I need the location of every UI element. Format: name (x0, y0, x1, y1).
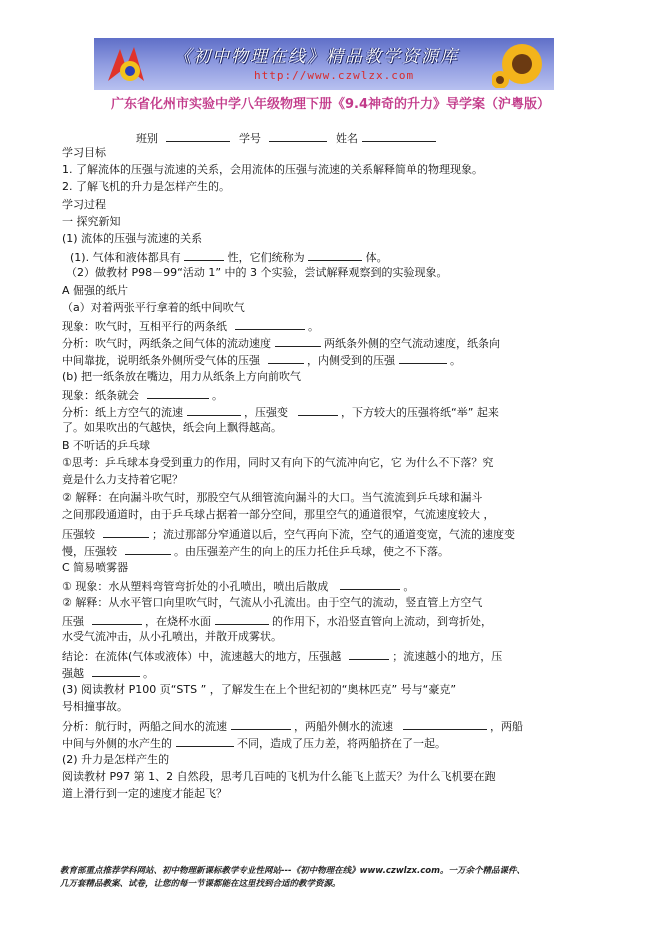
name-blank[interactable] (362, 130, 436, 142)
explain-text: 压强较 (62, 528, 95, 541)
ball-explain-4 (62, 543, 449, 559)
ship-text: 分析：航行时，两船之间水的流速 (62, 720, 227, 733)
experiment-a-heading: A 倔强的纸片 (62, 284, 129, 297)
footer-line-2: 几万套精品教案、试卷，让您的每一节课都能在这里找到合适的教学资源。 (60, 879, 341, 889)
ship-text: 中间与外侧的水产生的 (62, 737, 172, 750)
read-sts-line-1: (3) 阅读教材 P100 页“STS ” ，了解发生在上个世纪初的“奥林匹克” 号与“豪克” (62, 683, 457, 696)
answer-blank[interactable] (103, 526, 149, 538)
answer-blank[interactable] (231, 718, 291, 730)
sunflower-icon (492, 40, 550, 88)
number-label: 学号 (239, 132, 261, 145)
analysis-2-line-1 (62, 404, 499, 420)
analysis-2-line-2: 了。如果吹出的气越快，纸会向上飘得越高。 (62, 421, 282, 434)
answer-blank[interactable] (215, 613, 269, 625)
ball-explain-2: 之间那段通道时，由于乒乓球占据着一部分空间，那里空气的通道很窄，气流速度较大 ， (62, 508, 495, 521)
answer-blank[interactable] (399, 352, 447, 364)
think-line-2: 竟是什么力支持着它呢？ (62, 473, 183, 486)
spray-text: ① 现象：水从塑料弯管弯折处的小孔喷出，喷出后散成 (62, 580, 329, 593)
answer-blank[interactable] (308, 249, 362, 261)
explain-text: 。由压强差产生的向上的压力托住乒乓球，使之不下落。 (174, 545, 449, 558)
section-1-heading: (1) 流体的压强与流速的关系 (62, 232, 203, 245)
spray-explain-2 (62, 613, 492, 629)
analysis-text: 分析：吹气时，两纸条之间气体的流动速度 (62, 337, 271, 350)
analysis-text: 中间靠拢，说明纸条外侧所受气体的压强 (62, 354, 260, 367)
spray-phenomenon (62, 578, 414, 594)
conclusion-line-1 (62, 648, 502, 664)
phenomenon-text: 。 (212, 389, 223, 402)
answer-blank[interactable] (92, 665, 140, 677)
phenomenon-2 (62, 387, 223, 403)
question-1-text: 性，它们统称为 (227, 251, 305, 264)
student-info-row (136, 130, 436, 146)
ship-analysis-2 (62, 735, 446, 751)
phenomenon-text: 。 (308, 320, 319, 333)
ball-explain-1: ② 解释：在向漏斗吹气时，那股空气从细管流向漏斗的大口。当气流流到乒乓球和漏斗 (62, 491, 483, 504)
answer-blank[interactable] (147, 387, 209, 399)
phenomenon-text: 现象：纸条就会 (62, 389, 139, 402)
conclusion-text: ；流速越小的地方，压 (392, 650, 503, 663)
process-heading: 学习过程 (62, 198, 106, 211)
phenomenon-1 (62, 318, 319, 334)
footer-note (60, 865, 525, 891)
question-2: （2）做教材 P98－99“活动 1” 中的 3 个实验，尝试解释观察到的实验现象。 (66, 266, 448, 279)
answer-blank[interactable] (268, 352, 304, 364)
analysis-text: 两纸条外侧的空气流动速度，纸条向 (324, 337, 500, 350)
header-banner (94, 38, 554, 90)
section-2-heading: (2) 升力是怎样产生的 (62, 753, 170, 766)
answer-blank[interactable] (187, 404, 241, 416)
ship-text: ，两船 (490, 720, 523, 733)
site-logo-icon (100, 41, 152, 87)
banner-url[interactable]: http://www.czwlzx.com (254, 69, 415, 82)
answer-blank[interactable] (340, 578, 400, 590)
experiment-b-ball-heading: B 不听话的乒乓球 (62, 439, 151, 452)
spray-explain-3: 水受气流冲击，从小孔喷出，并散开成雾状。 (62, 630, 282, 643)
lift-question-2: 道上滑行到一定的速度才能起飞？ (62, 787, 227, 800)
experiment-c-heading: C 简易喷雾器 (62, 561, 129, 574)
goal-2: 2. 了解飞机的升力是怎样产生的。 (62, 180, 230, 193)
ball-explain-3 (62, 526, 515, 542)
conclusion-text: 强越 (62, 667, 84, 680)
read-sts-line-2: 号相撞事故。 (62, 700, 128, 713)
number-blank[interactable] (269, 130, 327, 142)
spray-text: 的作用下，水沿竖直管向上流动，到弯折处， (272, 615, 492, 628)
explain-text: 慢，压强较 (62, 545, 117, 558)
ship-text: ，两船外侧水的流速 (294, 720, 393, 733)
experiment-b-heading: (b) 把一纸条放在嘴边，用力从纸条上方向前吹气 (62, 370, 302, 383)
conclusion-text: 。 (143, 667, 154, 680)
answer-blank[interactable] (184, 249, 224, 261)
part-one-heading: 一 探究新知 (62, 215, 121, 228)
experiment-a-step: （a）对着两张平行拿着的纸中间吹气 (62, 301, 245, 314)
answer-blank[interactable] (176, 735, 234, 747)
phenomenon-text: 现象：吹气时，互相平行的两条纸 (62, 320, 227, 333)
analysis-text: 。 (450, 354, 461, 367)
goals-heading: 学习目标 (62, 146, 106, 159)
ship-analysis-1 (62, 718, 523, 734)
spray-text: 。 (403, 580, 415, 593)
spray-explain-1: ② 解释：从水平管口向里吹气时，气流从小孔流出。由于空气的流动，竖直管上方空气 (62, 596, 483, 609)
answer-blank[interactable] (275, 335, 321, 347)
answer-blank[interactable] (298, 404, 338, 416)
answer-blank[interactable] (403, 718, 487, 730)
answer-blank[interactable] (349, 648, 389, 660)
conclusion-line-2 (62, 665, 154, 681)
answer-blank[interactable] (92, 613, 142, 625)
analysis-text: 分析：纸上方空气的流速 (62, 406, 183, 419)
name-label: 姓名 (336, 132, 358, 145)
document-title: 广东省化州市实验中学八年级物理下册《9.4神奇的升力》导学案（沪粤版） (110, 97, 551, 112)
question-1-text: (1). 气体和液体都具有 (70, 251, 181, 264)
class-blank[interactable] (166, 130, 230, 142)
question-1-text: 体。 (365, 251, 388, 264)
analysis-text: ，下方较大的压强将纸“举” 起来 (341, 406, 499, 419)
spray-text: 压强 (62, 615, 84, 628)
analysis-1-line-1 (62, 335, 500, 351)
class-label: 班别 (136, 132, 158, 145)
analysis-text: ，内侧受到的压强 (307, 354, 395, 367)
answer-blank[interactable] (235, 318, 305, 330)
explain-text: ；流过那部分窄通道以后，空气再向下流，空气的通道变宽，气流的速度变 (152, 528, 515, 541)
ship-text: 不同，造成了压力差，将两船挤在了一起。 (237, 737, 446, 750)
goal-1: 1. 了解流体的压强与流速的关系，会用流体的压强与流速的关系解释简单的物理现象。 (62, 163, 483, 176)
footer-line-1: 教育部重点推荐学科网站、初中物理新课标教学专业性网站---《初中物理在线》www.czwlzx.com。一万余个精品课件、 (60, 866, 525, 876)
analysis-1-line-2 (62, 352, 461, 368)
lift-question-1: 阅读教材 P97 第 1、2 自然段，思考几百吨的飞机为什么能飞上蓝天？为什么飞机要在跑 (62, 770, 496, 783)
question-1 (70, 249, 388, 265)
analysis-text: ，压强变 (244, 406, 288, 419)
banner-title: 《初中物理在线》精品教学资源库 (174, 47, 459, 67)
answer-blank[interactable] (125, 543, 171, 555)
spray-text: ，在烧杯水面 (145, 615, 211, 628)
conclusion-text: 结论：在流体(气体或液体）中，流速越大的地方，压强越 (62, 650, 342, 663)
think-line-1: ①思考：乒乓球本身受到重力的作用，同时又有向下的气流冲向它，它 为什么不下落？究 (62, 456, 494, 469)
